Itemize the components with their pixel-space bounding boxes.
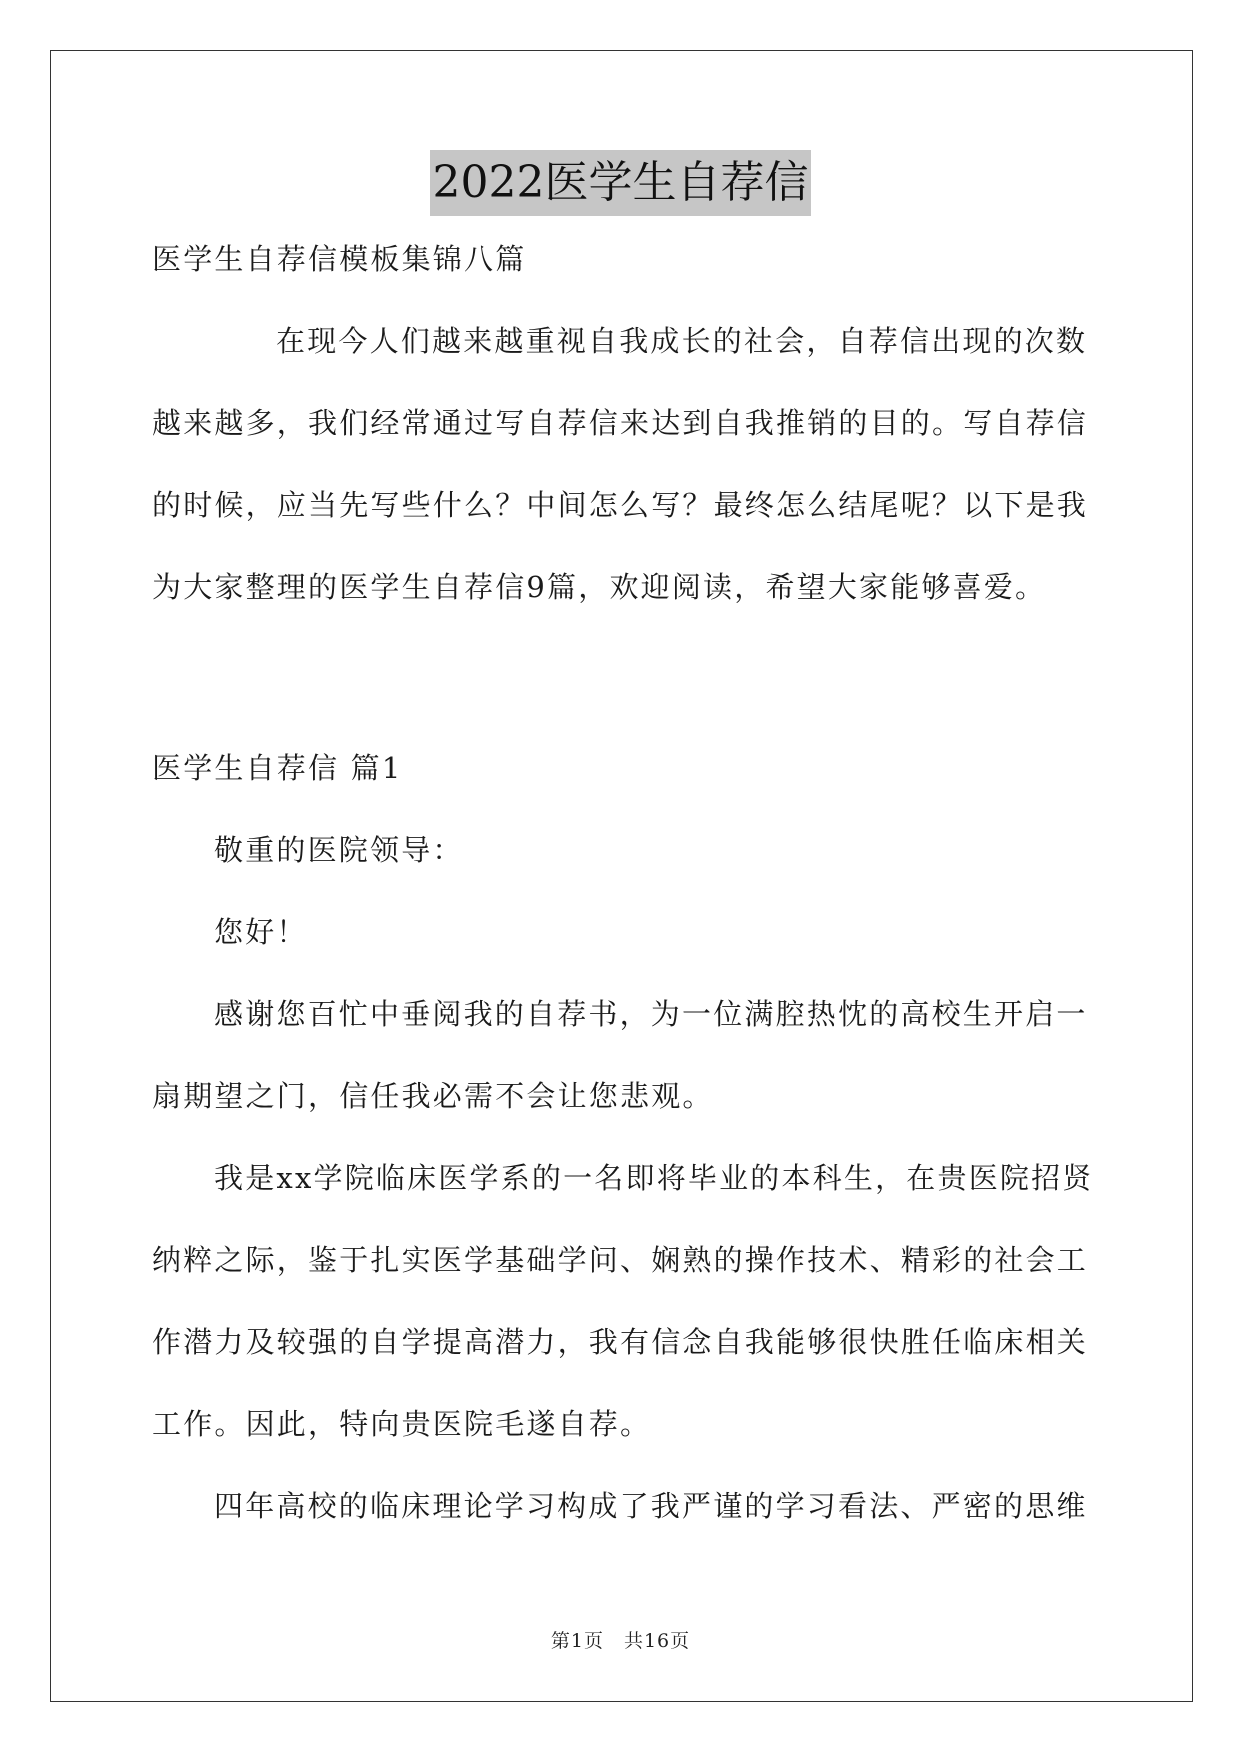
greeting-text: 您好！ [214, 915, 308, 949]
section-heading [152, 727, 1094, 809]
body-paragraph-1 [152, 973, 1094, 1137]
greeting [152, 891, 1094, 973]
body-line: 扇期望之门，信任我必需不会让您悲观。 [152, 1079, 714, 1113]
page-number: 第1页 共16页 [550, 1630, 691, 1652]
document-title: 2022医学生自荐信 [430, 150, 812, 216]
salutation [152, 809, 1094, 891]
body-line: 我是xx学院临床医学系的一名即将毕业的本科生，在贵医院招贤 [214, 1161, 1094, 1195]
subtitle-text: 医学生自荐信模板集锦八篇 [152, 242, 527, 276]
body-line: 纳粹之际，鉴于扎实医学基础学问、娴熟的操作技术、精彩的社会工 [152, 1243, 1089, 1277]
intro-paragraph [152, 300, 1094, 628]
section-heading-text: 医学生自荐信 篇1 [152, 751, 403, 785]
intro-line: 越来越多，我们经常通过写自荐信来达到自我推销的目的。写自荐信 [152, 406, 1089, 440]
page-footer [0, 1626, 1241, 1653]
body-paragraph-3 [152, 1465, 1094, 1547]
intro-line: 为大家整理的医学生自荐信9篇，欢迎阅读，希望大家能够喜爱。 [152, 570, 1047, 604]
title-block [0, 150, 1241, 216]
salutation-text: 敬重的医院领导： [214, 833, 464, 867]
body-line: 感谢您百忙中垂阅我的自荐书，为一位满腔热忱的高校生开启一 [214, 997, 1088, 1031]
body-line: 工作。因此，特向贵医院毛遂自荐。 [152, 1407, 652, 1441]
intro-line: 在现今人们越来越重视自我成长的社会，自荐信出现的次数 [276, 324, 1088, 358]
body-paragraph-2 [152, 1137, 1094, 1465]
intro-line: 的时候，应当先写些什么？中间怎么写？最终怎么结尾呢？以下是我 [152, 488, 1089, 522]
body-line: 作潜力及较强的自学提高潜力，我有信念自我能够很快胜任临床相关 [152, 1325, 1089, 1359]
subtitle [152, 218, 1094, 300]
body-line: 四年高校的临床理论学习构成了我严谨的学习看法、严密的思维 [214, 1489, 1088, 1523]
